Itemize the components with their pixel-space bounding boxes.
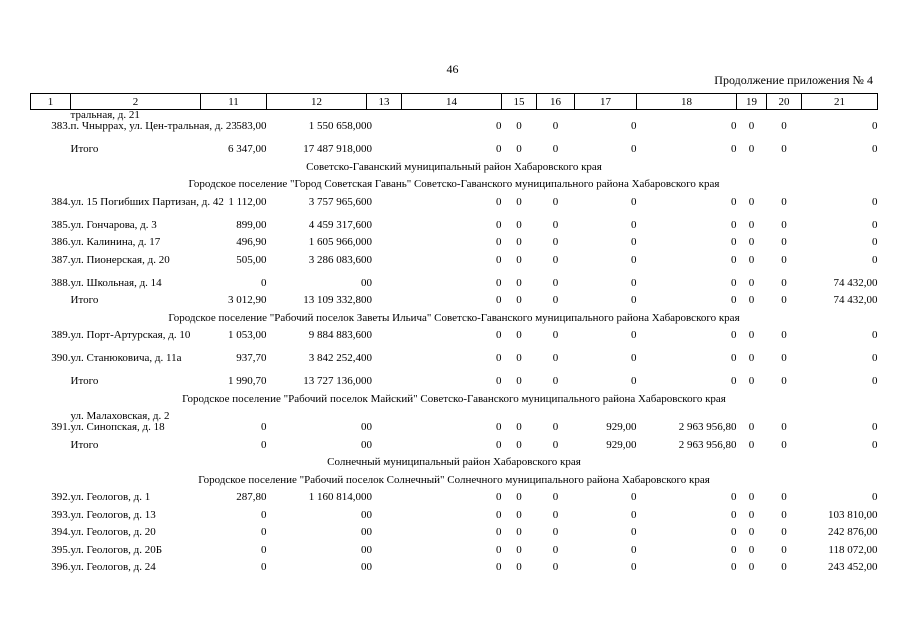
value-cell-13: 0 — [366, 253, 372, 266]
value-cell-21: 0 — [872, 236, 878, 248]
table-row — [31, 492, 878, 510]
address-cell: ул. Порт-Артурская, д. 10 — [70, 329, 191, 341]
value-cell-13: 0 — [366, 543, 372, 556]
section-heading: Городское поселение "Город Советская Гавань" Советско-Гаванского муниципального района Хабаровского края — [188, 178, 720, 190]
value-cell-16: 0 — [552, 438, 559, 451]
value-cell-19: 0 — [748, 352, 755, 364]
address-cell: ул. Геологов, д. 1 — [70, 491, 151, 503]
total-label: Итого — [70, 438, 99, 451]
value-cell-14: 0 — [496, 329, 502, 341]
value-cell-15: 0 — [516, 561, 522, 573]
value-cell-19: 0 — [748, 120, 755, 132]
table-row — [31, 527, 878, 545]
value-cell-11: 1 053,00 — [228, 329, 267, 341]
value-cell-14: 0 — [496, 375, 502, 387]
value-cell-20: 0 — [781, 561, 787, 573]
value-cell-11: 0 — [261, 543, 267, 556]
table-row — [31, 237, 878, 255]
header-cell: 12 — [267, 94, 367, 110]
value-cell-15: 0 — [516, 253, 522, 266]
value-cell-12: 0 — [361, 543, 367, 556]
value-cell-12: 13 727 136,00 — [303, 375, 367, 387]
header-cell: 1 — [31, 94, 71, 110]
value-cell-20: 0 — [781, 236, 787, 248]
value-cell-21: 0 — [872, 143, 878, 155]
row-number: 387. — [51, 253, 71, 266]
value-cell-16: 0 — [552, 276, 559, 289]
total-label: Итого — [70, 143, 99, 155]
header-cell: 13 — [367, 94, 402, 110]
value-cell-11: 6 347,00 — [228, 143, 267, 155]
address-cell: ул. Геологов, д. 13 — [70, 508, 156, 521]
value-cell-11: 0 — [261, 276, 267, 289]
value-cell-17: 0 — [631, 491, 637, 503]
value-cell-16: 0 — [552, 491, 559, 503]
total-label: Итого — [70, 375, 99, 387]
value-cell-12: 4 459 317,60 — [308, 218, 367, 231]
address-cell: ул. Геологов, д. 24 — [70, 561, 156, 573]
value-cell-21: 243 452,00 — [828, 561, 878, 573]
header-cell: 19 — [737, 94, 767, 110]
value-cell-20: 0 — [781, 294, 787, 306]
value-cell-17: 0 — [631, 143, 637, 155]
value-cell-15: 0 — [516, 508, 522, 521]
value-cell-15: 0 — [516, 294, 522, 306]
value-cell-21: 0 — [872, 438, 878, 451]
table-row — [31, 278, 878, 296]
value-cell-18: 0 — [731, 195, 737, 208]
table-row — [31, 255, 878, 278]
total-row — [31, 295, 878, 313]
table-row — [31, 197, 878, 220]
value-cell-16: 0 — [552, 253, 559, 266]
total-row — [31, 440, 878, 458]
value-cell-20: 0 — [781, 526, 787, 538]
value-cell-20: 0 — [781, 491, 787, 503]
value-cell-18: 0 — [731, 543, 737, 556]
row-number: 394. — [51, 526, 71, 538]
value-cell-13: 0 — [366, 438, 372, 451]
section-heading: Советско-Гаванский муниципальный район Хабаровского края — [306, 160, 602, 173]
value-cell-15: 0 — [516, 143, 522, 155]
value-cell-20: 0 — [781, 120, 787, 132]
value-cell-12: 13 109 332,80 — [303, 294, 367, 306]
row-number: 384. — [51, 195, 71, 208]
section-heading-row — [31, 313, 878, 331]
value-cell-12: 0 — [361, 561, 367, 573]
value-cell-18: 0 — [731, 561, 737, 573]
value-cell-12: 0 — [361, 526, 367, 538]
section-heading-row — [31, 162, 878, 180]
value-cell-21: 0 — [872, 195, 878, 208]
row-number: 395. — [51, 543, 71, 556]
row-number: 393. — [51, 508, 71, 521]
value-cell-16: 0 — [552, 120, 559, 132]
value-cell-18: 2 963 956,80 — [678, 421, 737, 433]
value-cell-19: 0 — [748, 195, 755, 208]
value-cell-21: 0 — [872, 329, 878, 341]
value-cell-14: 0 — [496, 218, 502, 231]
value-cell-21: 0 — [872, 120, 878, 132]
table-row — [31, 121, 878, 144]
value-cell-19: 0 — [748, 375, 755, 387]
value-cell-17: 0 — [631, 329, 637, 341]
value-cell-20: 0 — [781, 508, 787, 521]
value-cell-21: 0 — [872, 218, 878, 231]
value-cell-19: 0 — [748, 543, 755, 556]
value-cell-17: 0 — [631, 120, 637, 132]
header-cell: 15 — [502, 94, 537, 110]
column-number-header — [31, 94, 878, 110]
value-cell-13: 0 — [366, 218, 372, 231]
table-row — [31, 545, 878, 563]
row-number: 383. — [51, 120, 71, 132]
value-cell-18: 0 — [731, 236, 737, 248]
table-row — [31, 422, 878, 440]
table-row — [31, 562, 878, 580]
value-cell-18: 2 963 956,80 — [678, 438, 737, 451]
value-cell-17: 0 — [631, 195, 637, 208]
value-cell-20: 0 — [781, 375, 787, 387]
value-cell-13: 0 — [366, 508, 372, 521]
value-cell-13: 0 — [366, 352, 372, 364]
value-cell-14: 0 — [496, 195, 502, 208]
value-cell-15: 0 — [516, 352, 522, 364]
table-row — [31, 510, 878, 528]
value-cell-13: 0 — [366, 143, 372, 155]
value-cell-19: 0 — [748, 526, 755, 538]
value-cell-18: 0 — [731, 218, 737, 231]
value-cell-16: 0 — [552, 561, 559, 573]
value-cell-14: 0 — [496, 421, 502, 433]
table-row — [31, 220, 878, 238]
value-cell-16: 0 — [552, 421, 559, 433]
appendix-continuation-label: Продолжение приложения № 4 — [714, 73, 873, 87]
value-cell-20: 0 — [781, 329, 787, 341]
header-cell: 21 — [802, 94, 878, 110]
row-number: 389. — [51, 329, 71, 341]
value-cell-14: 0 — [496, 508, 502, 521]
value-cell-14: 0 — [496, 543, 502, 556]
header-cell: 17 — [575, 94, 637, 110]
value-cell-12: 1 605 966,00 — [308, 236, 367, 248]
value-cell-18: 0 — [731, 375, 737, 387]
empty-cells — [201, 411, 878, 422]
address-cell: ул. Гончарова, д. 3 — [70, 218, 157, 231]
row-number — [31, 144, 71, 162]
address-cell: ул. Школьная, д. 14 — [70, 276, 162, 289]
value-cell-20: 0 — [781, 421, 787, 433]
value-cell-16: 0 — [552, 329, 559, 341]
value-cell-11: 0 — [261, 438, 267, 451]
page-number: 46 — [446, 62, 459, 76]
row-number: 390. — [51, 352, 71, 364]
value-cell-14: 0 — [496, 438, 502, 451]
section-heading: Городское поселение "Рабочий поселок Заветы Ильича" Советско-Гаванского муниципального района Хабаровского края — [168, 311, 740, 324]
value-cell-19: 0 — [748, 561, 755, 573]
value-cell-13: 0 — [366, 561, 372, 573]
value-cell-19: 0 — [748, 143, 755, 155]
address-cell: ул. 15 Погибших Партизан, д. 42 — [70, 195, 224, 208]
header-cell: 11 — [201, 94, 267, 110]
value-cell-17: 0 — [631, 218, 637, 231]
value-cell-14: 0 — [496, 120, 502, 132]
value-cell-12: 3 842 252,40 — [308, 352, 367, 364]
value-cell-11: 899,00 — [236, 218, 267, 231]
address-cell: тральная, д. 21 — [70, 109, 140, 121]
header-cell: 18 — [637, 94, 737, 110]
address-cell: ул. Геологов, д. 20 — [70, 526, 156, 538]
value-cell-20: 0 — [781, 543, 787, 556]
value-cell-20: 0 — [781, 253, 787, 266]
value-cell-12: 0 — [361, 438, 367, 451]
value-cell-16: 0 — [552, 375, 559, 387]
value-cell-16: 0 — [552, 195, 559, 208]
section-heading-row — [31, 394, 878, 412]
header-cell: 20 — [767, 94, 802, 110]
value-cell-19: 0 — [748, 218, 755, 231]
value-cell-13: 0 — [366, 120, 372, 132]
table-body — [31, 110, 878, 580]
value-cell-16: 0 — [552, 508, 559, 521]
value-cell-20: 0 — [781, 195, 787, 208]
value-cell-18: 0 — [731, 143, 737, 155]
value-cell-15: 0 — [516, 491, 522, 503]
appendix-table — [30, 93, 878, 580]
value-cell-13: 0 — [366, 294, 372, 306]
address-cell: ул. Пионерская, д. 20 — [70, 253, 170, 266]
value-cell-15: 0 — [516, 236, 522, 248]
row-number: 396. — [51, 561, 71, 573]
value-cell-11: 0 — [261, 561, 267, 573]
total-row — [31, 376, 878, 394]
value-cell-11: 0 — [261, 526, 267, 538]
table-row — [31, 353, 878, 376]
value-cell-15: 0 — [516, 120, 522, 132]
value-cell-21: 0 — [872, 352, 878, 364]
value-cell-14: 0 — [496, 276, 502, 289]
total-row — [31, 144, 878, 162]
address-cell: п. Чныррах, ул. Цен-тральная, д. 23 — [70, 120, 237, 132]
section-heading-row — [31, 179, 878, 197]
row-number — [31, 440, 71, 458]
value-cell-15: 0 — [516, 526, 522, 538]
section-heading: Городское поселение "Рабочий поселок Солнечный" Солнечного муниципального района Хабаровского края — [198, 473, 710, 486]
section-heading: Городское поселение "Рабочий поселок Майский" Советско-Гаванского муниципального района Хабаровского края — [182, 392, 726, 405]
value-cell-14: 0 — [496, 236, 502, 248]
value-cell-13: 0 — [366, 276, 372, 289]
row-number — [31, 376, 71, 394]
value-cell-11: 583,00 — [236, 120, 267, 132]
value-cell-11: 1 112,00 — [228, 195, 267, 208]
value-cell-18: 0 — [731, 491, 737, 503]
row-number: 386. — [51, 236, 71, 248]
value-cell-13: 0 — [366, 329, 372, 341]
row-number: 391. — [51, 421, 71, 433]
value-cell-20: 0 — [781, 352, 787, 364]
value-cell-16: 0 — [552, 143, 559, 155]
value-cell-11: 0 — [261, 421, 267, 433]
value-cell-19: 0 — [748, 491, 755, 503]
value-cell-15: 0 — [516, 438, 522, 451]
value-cell-21: 0 — [872, 421, 878, 433]
value-cell-17: 0 — [631, 561, 637, 573]
value-cell-20: 0 — [781, 438, 787, 451]
value-cell-21: 118 072,00 — [828, 543, 878, 556]
value-cell-21: 103 810,00 — [828, 508, 878, 521]
row-number: 385. — [51, 218, 71, 231]
value-cell-20: 0 — [781, 143, 787, 155]
row-number — [31, 295, 71, 313]
value-cell-16: 0 — [552, 236, 559, 248]
address-cell: ул. Малаховская, д. 2 — [70, 410, 170, 422]
header-cell: 16 — [537, 94, 575, 110]
value-cell-19: 0 — [748, 329, 755, 341]
value-cell-14: 0 — [496, 561, 502, 573]
value-cell-21: 74 432,00 — [833, 276, 878, 289]
value-cell-11: 496,90 — [236, 236, 267, 248]
value-cell-14: 0 — [496, 253, 502, 266]
empty-cells — [201, 110, 878, 122]
value-cell-17: 0 — [631, 276, 637, 289]
value-cell-13: 0 — [366, 236, 372, 248]
value-cell-18: 0 — [731, 329, 737, 341]
value-cell-19: 0 — [748, 276, 755, 289]
value-cell-13: 0 — [366, 421, 372, 433]
section-heading-row — [31, 457, 878, 475]
value-cell-17: 0 — [631, 253, 637, 266]
value-cell-18: 0 — [731, 508, 737, 521]
row-number: 392. — [51, 491, 71, 503]
value-cell-21: 74 432,00 — [833, 294, 878, 306]
value-cell-12: 0 — [361, 508, 367, 521]
value-cell-19: 0 — [748, 421, 755, 433]
value-cell-11: 0 — [261, 508, 267, 521]
value-cell-14: 0 — [496, 526, 502, 538]
value-cell-17: 0 — [631, 236, 637, 248]
value-cell-21: 0 — [872, 253, 878, 266]
row-number: 388. — [51, 276, 71, 289]
address-cell: ул. Станюковича, д. 11а — [70, 352, 182, 364]
value-cell-12: 1 160 814,00 — [308, 491, 367, 503]
section-heading: Солнечный муниципальный район Хабаровского края — [327, 456, 581, 468]
value-cell-18: 0 — [731, 294, 737, 306]
address-cell: ул. Геологов, д. 20Б — [70, 543, 163, 556]
value-cell-16: 0 — [552, 294, 559, 306]
value-cell-11: 937,70 — [236, 352, 267, 364]
value-cell-15: 0 — [516, 218, 522, 231]
value-cell-19: 0 — [748, 438, 755, 451]
value-cell-16: 0 — [552, 218, 559, 231]
value-cell-17: 0 — [631, 375, 637, 387]
value-cell-20: 0 — [781, 276, 787, 289]
value-cell-12: 0 — [361, 421, 367, 433]
value-cell-12: 17 487 918,00 — [303, 143, 367, 155]
value-cell-11: 505,00 — [236, 253, 267, 266]
address-cell: ул. Синопская, д. 18 — [70, 421, 165, 433]
value-cell-15: 0 — [516, 329, 522, 341]
value-cell-19: 0 — [748, 253, 755, 266]
value-cell-21: 0 — [872, 491, 878, 503]
value-cell-17: 0 — [631, 294, 637, 306]
value-cell-12: 3 757 965,60 — [308, 195, 367, 208]
value-cell-17: 929,00 — [606, 421, 637, 433]
value-cell-18: 0 — [731, 276, 737, 289]
value-cell-17: 0 — [631, 352, 637, 364]
value-cell-21: 242 876,00 — [828, 526, 878, 538]
section-heading-row — [31, 475, 878, 493]
value-cell-20: 0 — [781, 218, 787, 231]
value-cell-16: 0 — [552, 526, 559, 538]
value-cell-12: 3 286 083,60 — [308, 253, 367, 266]
value-cell-17: 929,00 — [606, 438, 637, 451]
value-cell-13: 0 — [366, 195, 372, 208]
value-cell-16: 0 — [552, 352, 559, 364]
value-cell-18: 0 — [731, 120, 737, 132]
value-cell-18: 0 — [731, 526, 737, 538]
value-cell-15: 0 — [516, 543, 522, 556]
value-cell-15: 0 — [516, 375, 522, 387]
address-cell: ул. Калинина, д. 17 — [70, 236, 161, 248]
value-cell-18: 0 — [731, 352, 737, 364]
value-cell-17: 0 — [631, 543, 637, 556]
value-cell-13: 0 — [366, 526, 372, 538]
value-cell-15: 0 — [516, 421, 522, 433]
value-cell-11: 287,80 — [236, 491, 267, 503]
value-cell-13: 0 — [366, 491, 372, 503]
header-cell: 14 — [402, 94, 502, 110]
value-cell-14: 0 — [496, 294, 502, 306]
total-label: Итого — [70, 294, 99, 306]
value-cell-14: 0 — [496, 491, 502, 503]
value-cell-14: 0 — [496, 143, 502, 155]
value-cell-19: 0 — [748, 236, 755, 248]
value-cell-12: 0 — [361, 276, 367, 289]
value-cell-19: 0 — [748, 508, 755, 521]
header-cell: 2 — [71, 94, 201, 110]
value-cell-14: 0 — [496, 352, 502, 364]
value-cell-19: 0 — [748, 294, 755, 306]
table-row — [31, 330, 878, 353]
value-cell-21: 0 — [872, 375, 878, 387]
value-cell-16: 0 — [552, 543, 559, 556]
value-cell-15: 0 — [516, 276, 522, 289]
value-cell-17: 0 — [631, 526, 637, 538]
value-cell-12: 9 884 883,60 — [308, 329, 367, 341]
value-cell-15: 0 — [516, 195, 522, 208]
value-cell-11: 1 990,70 — [228, 375, 267, 387]
value-cell-17: 0 — [631, 508, 637, 521]
value-cell-13: 0 — [366, 375, 372, 387]
value-cell-11: 3 012,90 — [228, 294, 267, 306]
value-cell-18: 0 — [731, 253, 737, 266]
value-cell-12: 1 550 658,00 — [308, 120, 367, 132]
